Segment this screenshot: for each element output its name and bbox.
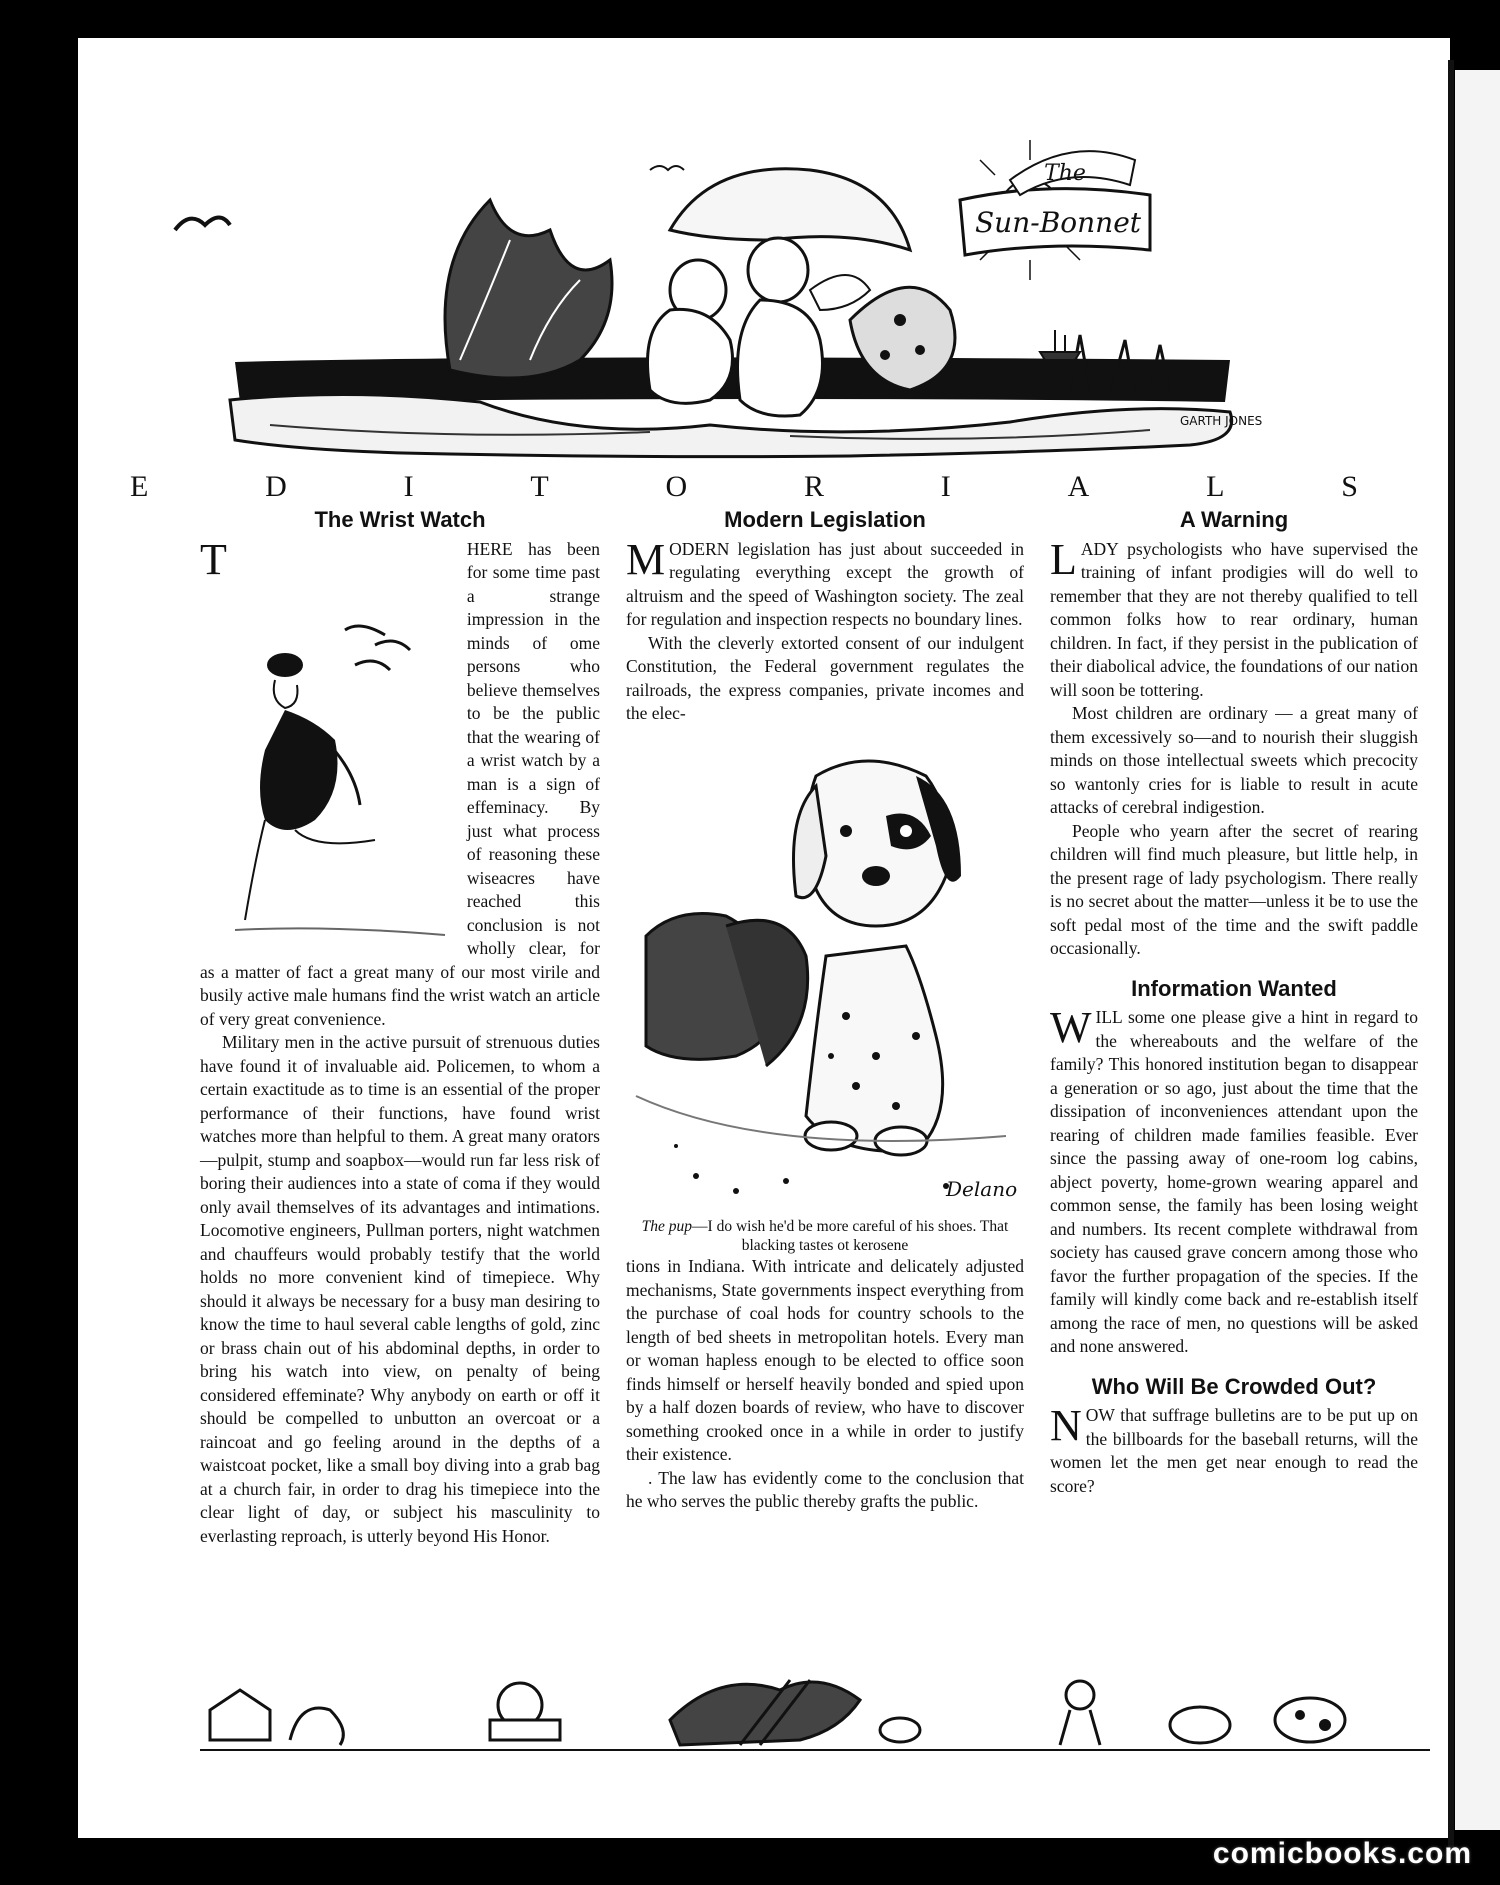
wristwatch-man-illustration	[225, 590, 455, 955]
column-a-warning	[1050, 508, 1418, 1498]
warning-paragraph-1: ADY psychologists who have supervised the training of infant prodigies will do well to remember that they are not thereby qualified to tell common folks how to rear ordinary, human children. In fact, if they persist in the publication of their diabolical advice, the foundations of our nation will soon be tottering.	[1050, 538, 1418, 700]
caption-text: —I do wish he'd be more careful of his shoes. That blacking tastes ot kerosene	[692, 1218, 1009, 1254]
illustration-signature: Delano	[946, 1176, 1018, 1201]
logo-text-the: The	[1044, 161, 1086, 186]
dropcap: N	[1050, 1401, 1082, 1450]
warning-paragraph-2: Most children are ordinary — a great many of them excessively so—and to nourish their sluggish minds on those intellectual sweets which precocity so wantonly cries for is liable to result in acute attacks of cerebral indigestion.	[1050, 703, 1418, 817]
title-letter: S	[1341, 470, 1360, 503]
wrist-watch-paragraph-2: Military men in the active pursuit of strenuous duties have found it of invaluable aid. Policemen, to whom a certain exactitude as to time is an essential of the proper performance of their functions, have found wrist watches more than helpful to them. A great many orators—pulpit, stump and soapbox—would run far less risk of boring their audiences into a state of coma if they would only avail themselves of its advantages and intimations. Locomotive engineers, Pullman porters, night watchmen and chauffeurs would probably testify that the world holds no more convenient kind of timepiece. Why should it always be necessary for a busy man desiring to know the time to haul several cable lengths of gold, zinc or brass chain out of his abdominal depths, in order to bring his watch into view, on penalty of being considered effeminate? Why anybody on earth or off it should be compelled to unbutton an overcoat or a raincoat and go feeling around in the depths of a waistcoat pocket, like a small boy diving into a grab bag at a church fair, in order to drag his timepiece into the clear light of day, or subject his masculinity to everlasting reproach, is utterly beyond His Honor.	[200, 1032, 600, 1546]
banner-illustration	[150, 140, 1380, 460]
heading-information-wanted: Information Wanted	[1131, 975, 1337, 1001]
legislation-paragraph-3: tions in Indiana. With intricate and delicately adjusted mechanisms, State governments inspect everything from the purchase of coal hods for country schools to the length of bed sheets in metropolitan hotels. Every man or woman hapless enough to be elected to office soon finds himself or herself heavily bonded and spied upon by a half dozen boards of review, who have to discover something crooked once in a while in order to justify their existence.	[626, 1256, 1024, 1464]
title-letter: A	[1067, 470, 1092, 503]
warning-paragraph-3: People who yearn after the secret of rearing children will find much pleasure, but little help, in the present rage of lady psychologism. There really is no secret about the matter—unless it be to use the soft pedal most of the time and the swift paddle occasionally.	[1050, 820, 1418, 958]
legislation-paragraph-4: . The law has evidently come to the conclusion that he who serves the public thereby grafts the public.	[626, 1467, 1024, 1511]
legislation-paragraph-1: ODERN legislation has just about succeeded in regulating everything except the growth of altruism and the speed of Washington society. The zeal for regulation and inspection respects no boundary lines.	[626, 538, 1024, 629]
puppy-illustration	[616, 736, 1026, 1211]
title-letter: T	[530, 470, 551, 503]
banner-signature: GARTH JONES	[1180, 414, 1263, 428]
heading-wrist-watch: The Wrist Watch	[314, 507, 486, 532]
heading-a-warning: A Warning	[1179, 507, 1289, 532]
watermark: comicbooks.com	[1212, 1837, 1472, 1870]
dog-caption	[626, 1217, 1024, 1255]
dropcap: W	[1050, 1003, 1092, 1052]
title-letter: O	[665, 470, 690, 503]
heading-who-will-be-crowded-out: Who Will Be Crowded Out?	[1091, 1373, 1377, 1399]
dropcap: M	[626, 534, 666, 584]
column-wrist-watch	[200, 508, 600, 1548]
page-gutter	[1448, 60, 1454, 1850]
logo-text-sun-bonnet: Sun-Bonnet	[974, 206, 1142, 239]
caption-italic: The pup	[641, 1218, 693, 1235]
footer-illustration-strip	[200, 1660, 1430, 1760]
wrist-watch-paragraph-1: HERE has been for some time past a strange impression in the minds of ome persons who believe themselves to be the public that the wearing of a wrist watch by a man is a sign of effeminacy. By just what process of reasoning these wiseacres have reached this conclusion is not wholly clear, for as a matter of fact a great many of our most virile and busily active male humans find the wrist watch an article of very great convenience.	[200, 538, 600, 1029]
title-letter: I	[940, 470, 953, 503]
dropcap: T	[200, 534, 227, 584]
section-title-editorials	[130, 470, 1360, 506]
dropcap: L	[1050, 534, 1077, 584]
title-letter: L	[1206, 470, 1227, 503]
title-letter: D	[265, 470, 289, 503]
title-letter: R	[803, 470, 826, 503]
legislation-paragraph-2: With the cleverly extorted consent of our indulgent Constitution, the Federal government regulates the railroads, the express companies, private incomes and the elec-	[626, 632, 1024, 723]
title-letter: I	[403, 470, 416, 503]
crowded-out-paragraph: OW that suffrage bulletins are to be put up on the billboards for the baseball returns, will the women let the men get near enough to read the score?	[1050, 1405, 1418, 1496]
title-letter: E	[130, 470, 151, 503]
facing-page-edge	[1455, 70, 1500, 1830]
heading-modern-legislation: Modern Legislation	[724, 507, 926, 532]
information-paragraph: ILL some one please give a hint in regard to the whereabouts and the welfare of the family? This honored institution began to disappear a generation or so ago, just about the time that the dissipation of inconveniences attendant upon the rearing of children made families feasible. Ever since the passing away of one-room log cabins, abject poverty, home-grown wearing apparel and common sense, the family has been losing weight and numbers. Its recent complete withdrawal from society has caused grave concern among those who favor the further propagation of the species. If the family will kindly come back and re-establish itself among the race of men, no questions will be asked and none answered.	[1050, 1007, 1418, 1356]
column-modern-legislation	[626, 508, 1024, 1514]
